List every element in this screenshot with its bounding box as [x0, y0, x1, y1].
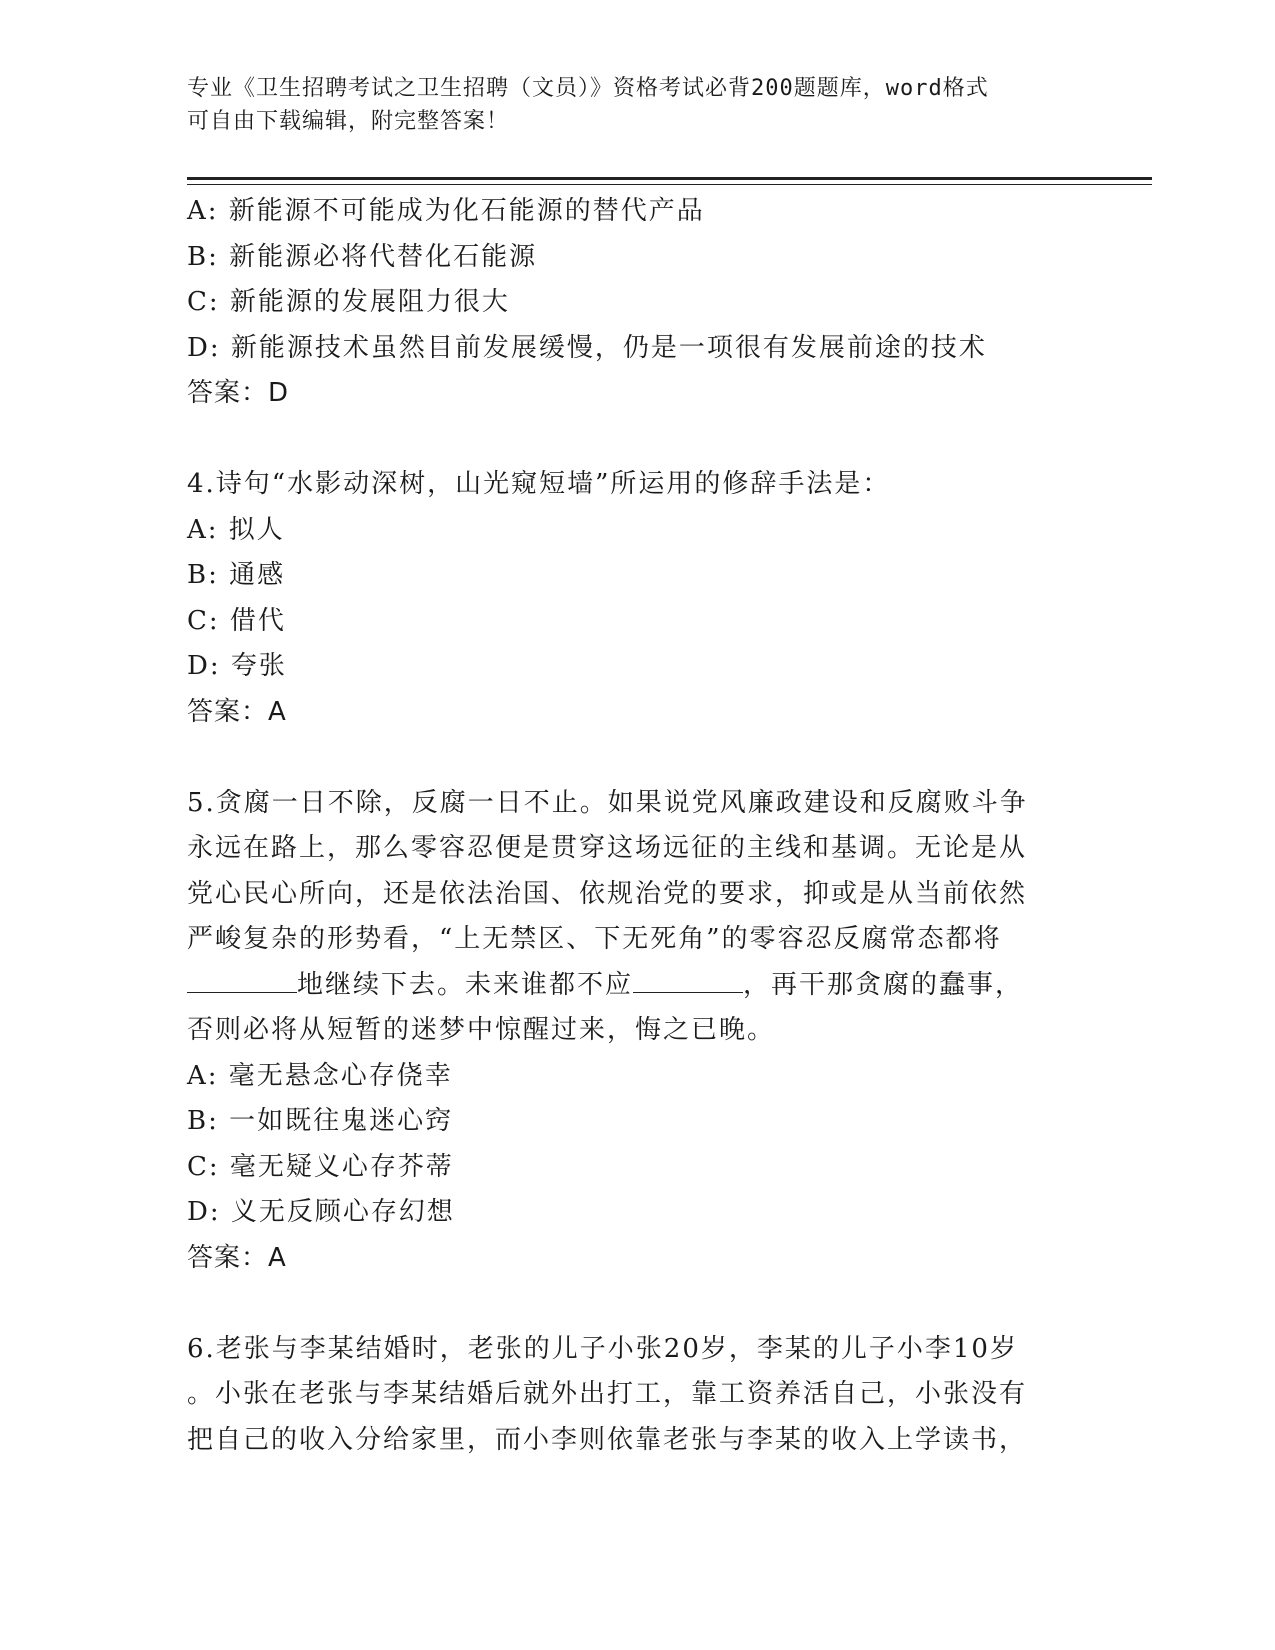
fill-in-blank-1 [187, 968, 297, 993]
spacer [187, 735, 1067, 781]
question-5-stem-line-6: 否则必将从短暂的迷梦中惊醒过来，悔之已晚。 [187, 1015, 776, 1045]
question-4-option-c: C: 借代 [187, 605, 286, 636]
question-5-stem-end: ，再干那贪腐的蠢事， [743, 969, 1024, 1000]
document-header [187, 72, 1067, 138]
question-6-stem-line-1: 6.老张与李某结婚时，老张的儿子小张20岁，李某的儿子小李10岁 [187, 1333, 1018, 1364]
question-4-option-d: D: 夸张 [187, 651, 287, 681]
fill-in-blank-2 [633, 968, 743, 993]
question-3-option-c: C: 新能源的发展阻力很大 [187, 287, 510, 317]
question-5-option-c: C: 毫无疑义心存芥蒂 [187, 1151, 454, 1182]
question-5-block [187, 781, 1067, 1282]
header-divider-thin [187, 184, 1152, 185]
question-6-stem-line-2: 。小张在老张与李某结婚后就外出打工，靠工资养活自己，小张没有 [187, 1379, 1028, 1409]
spacer [187, 1281, 1067, 1327]
question-4-option-a: A: 拟人 [187, 514, 285, 545]
question-5-option-d: D: 义无反顾心存幻想 [187, 1197, 455, 1227]
question-5-option-a: A: 毫无悬念心存侥幸 [187, 1060, 453, 1091]
question-3-option-b: B: 新能源必将代替化石能源 [187, 241, 538, 272]
question-content [187, 189, 1067, 1463]
question-5-stem-line-4: 严峻复杂的形势看，“上无禁区、下无死角”的零容忍反腐常态都将 [187, 924, 1002, 954]
question-5-stem-line-3: 党心民心所向，还是依法治国、依规治党的要求，抑或是从当前依然 [187, 878, 1028, 909]
question-5-option-b: B: 一如既往鬼迷心窍 [187, 1106, 454, 1136]
question-3-block [187, 189, 1067, 417]
question-4-block [187, 462, 1067, 735]
question-6-block [187, 1327, 1067, 1464]
question-5-stem-line-2: 永远在路上，那么零容忍便是贯穿这场远征的主线和基调。无论是从 [187, 833, 1028, 863]
spacer [187, 417, 1067, 463]
header-title-line-1: 专业《卫生招聘考试之卫生招聘（文员）》资格考试必背200题题库，word格式 [187, 76, 989, 101]
question-4-stem: 4.诗句“水影动深树，山光窥短墙”所运用的修辞手法是： [187, 469, 891, 499]
question-6-stem-line-3: 把自己的收入分给家里，而小李则依靠老张与李某的收入上学读书， [187, 1424, 1028, 1455]
question-5-stem-line-1: 5.贪腐一日不除，反腐一日不止。如果说党风廉政建设和反腐败斗争 [187, 787, 1028, 818]
question-3-option-d: D: 新能源技术虽然目前发展缓慢，仍是一项很有发展前途的技术 [187, 332, 987, 363]
question-3-answer: 答案：D [187, 378, 290, 408]
header-divider-thick [187, 177, 1152, 180]
question-5-answer: 答案：A [187, 1242, 287, 1273]
question-4-option-b: B: 通感 [187, 560, 286, 590]
question-5-stem-mid: 地继续下去。未来谁都不应 [297, 969, 634, 1000]
question-4-answer: 答案：A [187, 696, 287, 727]
question-3-option-a: A: 新能源不可能成为化石能源的替代产品 [187, 196, 705, 226]
question-5-stem-line-5 [187, 963, 1067, 1009]
header-title-line-2: 可自由下载编辑，附完整答案！ [187, 109, 510, 134]
